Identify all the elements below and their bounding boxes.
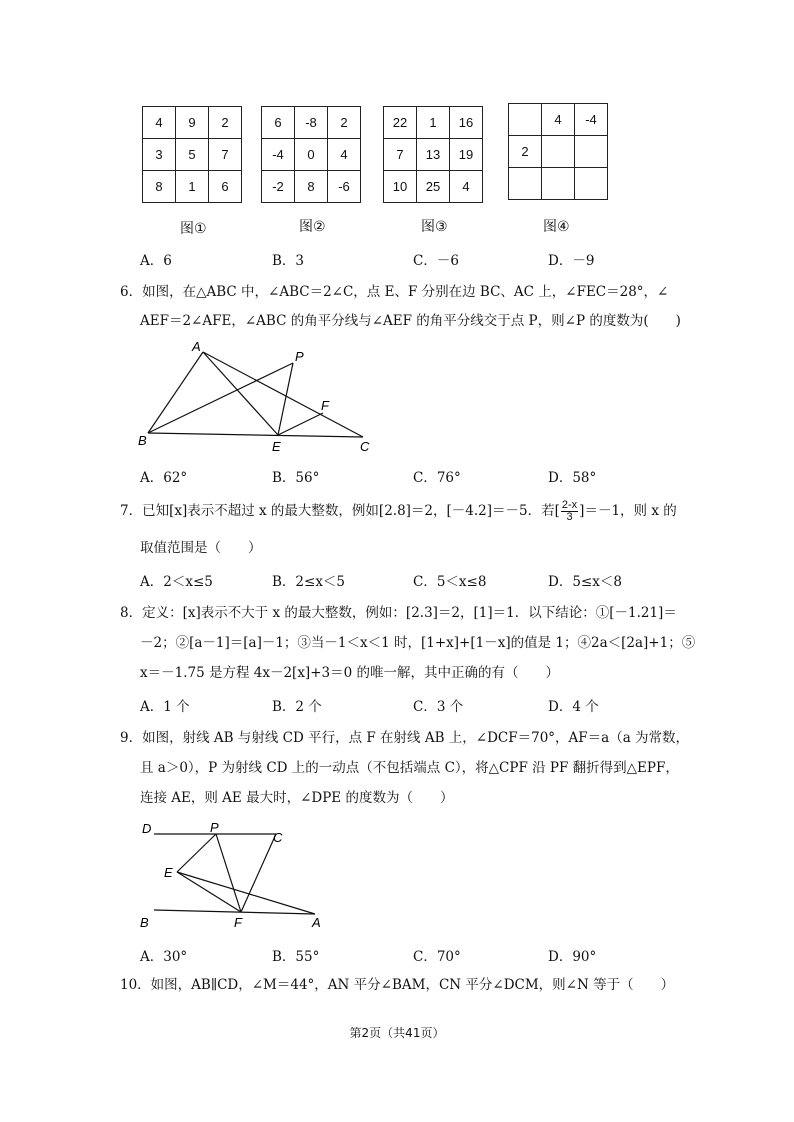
figure-caption-2: 图② <box>299 219 326 235</box>
q9-text-line-1: 9．如图，射线 AB 与射线 CD 平行，点 F 在射线 AB 上，∠DCF＝70°，AF＝a（a 为常数， <box>120 730 690 746</box>
q9-option-b[interactable]: B．55° <box>272 949 320 965</box>
grid-cell <box>542 136 575 168</box>
q7-option-c[interactable]: C．5＜x≤8 <box>413 574 487 590</box>
grid-cell: -4 <box>262 139 295 171</box>
q7-text-post: ]＝－1，则 x 的 <box>579 503 677 519</box>
grid-cell: -2 <box>262 171 295 203</box>
q7-fraction <box>561 500 578 523</box>
figure-caption-1: 图① <box>180 221 207 237</box>
grid-cell: 2 <box>509 136 542 168</box>
q7-text-line-2: 取值范围是（ ） <box>140 540 262 556</box>
grid-cell <box>575 168 608 200</box>
q8-text-line-2: －2；②[a－1]＝[a]－1；③当－1＜x＜1 时，[1+x]+[1－x]的值是 1；④2a＜[2a]+1；⑤ <box>140 635 696 651</box>
label-b: B <box>138 433 147 448</box>
label-c: C <box>273 830 283 845</box>
grid-cell: 19 <box>450 139 483 171</box>
q9-text-line-3: 连接 AE，则 AE 最大时，∠DPE 的度数为（ ） <box>140 790 454 806</box>
grid-cell <box>542 168 575 200</box>
figure-caption-4: 图④ <box>543 219 570 235</box>
label-a: A <box>312 915 321 930</box>
grid-cell <box>509 168 542 200</box>
grid-cell: 6 <box>262 107 295 139</box>
grid-cell: 1 <box>417 107 450 139</box>
grid-cell: 4 <box>143 107 176 139</box>
q5-option-b[interactable]: B．3 <box>272 253 305 269</box>
q9-parallel-lines-diagram <box>130 815 340 935</box>
label-d: D <box>142 821 152 836</box>
q7-text-pre: 7．已知[x]表示不超过 x 的最大整数，例如[2.8]＝2，[－4.2]＝－5．若[ <box>120 503 560 519</box>
q6-option-a[interactable]: A．62° <box>140 470 188 486</box>
grid-cell: 8 <box>295 171 328 203</box>
grid-cell: -4 <box>575 104 608 136</box>
grid-cell: 7 <box>384 139 417 171</box>
grid-cell: 25 <box>417 171 450 203</box>
grid-cell: 2 <box>209 107 242 139</box>
label-f: F <box>234 915 242 930</box>
q7-option-b[interactable]: B．2≤x＜5 <box>272 574 346 590</box>
grid-cell: 22 <box>384 107 417 139</box>
magic-square-grid-4 <box>508 103 608 200</box>
q9-text-line-2: 且 a＞0），P 为射线 CD 上的一动点（不包括端点 C），将△CPF 沿 PF 翻折得到△EPF， <box>140 760 679 776</box>
grid-cell: 1 <box>176 171 209 203</box>
q9-option-a[interactable]: A．30° <box>140 949 188 965</box>
label-e: E <box>272 439 281 454</box>
page-footer: 第2页（共41页） <box>349 1026 445 1040</box>
q10-text-line-1: 10．如图，AB∥CD，∠M＝44°，AN 平分∠BAM，CN 平分∠DCM，则∠N 等于（ ） <box>120 977 675 993</box>
label-a: A <box>192 339 201 354</box>
q8-text-line-1: 8．定义：[x]表示不大于 x 的最大整数，例如：[2.3]＝2，[1]＝1．以下结论：①[－1.21]＝ <box>120 605 677 621</box>
grid-cell: 10 <box>384 171 417 203</box>
q6-text-line-1: 6．如图，在△ABC 中，∠ABC＝2∠C，点 E、F 分别在边 BC、AC 上，∠FEC＝28°，∠ <box>120 284 669 300</box>
grid-cell: 9 <box>176 107 209 139</box>
q5-option-d[interactable]: D．－9 <box>548 253 595 269</box>
q8-option-d[interactable]: D．4 个 <box>548 699 599 715</box>
grid-cell: -8 <box>295 107 328 139</box>
magic-square-grid-3 <box>383 106 483 203</box>
grid-cell: 13 <box>417 139 450 171</box>
q5-option-a[interactable]: A．6 <box>140 253 172 269</box>
q7-text-line-1 <box>120 500 677 523</box>
q8-text-line-3: x＝－1.75 是方程 4x－2[x]+3＝0 的唯一解，其中正确的有（ ） <box>140 665 559 681</box>
q6-text-line-2: AEF＝2∠AFE，∠ABC 的角平分线与∠AEF 的角平分线交于点 P，则∠P 的度数为( ) <box>140 313 681 329</box>
label-p: P <box>295 349 304 364</box>
grid-cell: 7 <box>209 139 242 171</box>
grid-cell: 16 <box>450 107 483 139</box>
label-e: E <box>164 865 173 880</box>
grid-cell: 5 <box>176 139 209 171</box>
q6-option-c[interactable]: C．76° <box>413 470 461 486</box>
grid-cell: -6 <box>328 171 361 203</box>
figure-caption-3: 图③ <box>421 219 448 235</box>
q9-option-c[interactable]: C．70° <box>413 949 461 965</box>
grid-cell: 0 <box>295 139 328 171</box>
label-p: P <box>210 820 219 835</box>
q8-option-c[interactable]: C．3 个 <box>413 699 464 715</box>
q7-option-a[interactable]: A．2＜x≤5 <box>140 574 213 590</box>
q6-triangle-diagram <box>130 335 390 460</box>
q6-option-d[interactable]: D．58° <box>548 470 597 486</box>
label-f: F <box>321 398 329 413</box>
grid-cell: 3 <box>143 139 176 171</box>
fraction-denominator: 3 <box>566 511 573 523</box>
grid-cell: 8 <box>143 171 176 203</box>
grid-cell: 4 <box>542 104 575 136</box>
grid-cell: 2 <box>328 107 361 139</box>
q5-option-c[interactable]: C．－6 <box>413 253 459 269</box>
q6-option-b[interactable]: B．56° <box>272 470 320 486</box>
q9-option-d[interactable]: D．90° <box>548 949 597 965</box>
q8-option-b[interactable]: B．2 个 <box>272 699 322 715</box>
grid-cell: 4 <box>450 171 483 203</box>
q7-option-d[interactable]: D．5≤x＜8 <box>548 574 622 590</box>
q8-option-a[interactable]: A．1 个 <box>140 699 190 715</box>
magic-square-grid-2 <box>261 106 361 203</box>
grid-cell <box>575 136 608 168</box>
label-b: B <box>140 915 149 930</box>
grid-cell: 4 <box>328 139 361 171</box>
magic-square-grid-1 <box>142 106 242 203</box>
grid-cell <box>509 104 542 136</box>
grid-cell: 6 <box>209 171 242 203</box>
fraction-numerator: 2-x <box>561 499 578 511</box>
label-c: C <box>360 439 370 454</box>
